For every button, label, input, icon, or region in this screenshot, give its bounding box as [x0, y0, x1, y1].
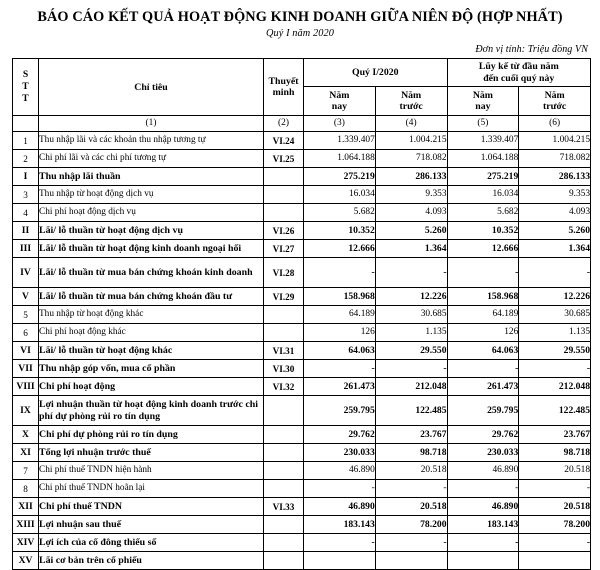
row-quarter-previous: 12.226: [375, 288, 447, 306]
row-accumulated-current: 275.219: [447, 168, 519, 186]
row-accumulated-previous: -: [519, 480, 591, 498]
row-label: Lãi/ lỗ thuần từ hoạt động kinh doanh ngoại hối: [39, 240, 264, 258]
row-label: Thu nhập lãi thuần: [39, 168, 264, 186]
stt-line-1: S: [22, 69, 29, 81]
row-quarter-previous: 78.200: [375, 516, 447, 534]
table-row: [13, 258, 591, 288]
row-index: XII: [13, 498, 39, 516]
row-accumulated-current: 183.143: [447, 516, 519, 534]
row-note-reference: [264, 426, 304, 444]
column-number-stt: [13, 116, 39, 132]
note-header-line-1: Thuyết: [268, 75, 299, 87]
table-row: [13, 288, 591, 306]
table-row: [13, 306, 591, 324]
row-accumulated-previous: 1.135: [519, 324, 591, 342]
column-header-quarter-previous-year: [375, 87, 447, 116]
row-quarter-current: 5.682: [304, 204, 376, 222]
row-accumulated-current: 1.064.188: [447, 150, 519, 168]
column-header-accumulated-current-year: [447, 87, 519, 116]
table-row: [13, 240, 591, 258]
row-index: 1: [13, 132, 39, 150]
row-accumulated-previous: 1.364: [519, 240, 591, 258]
row-quarter-previous: [375, 552, 447, 570]
row-quarter-current: 64.189: [304, 306, 376, 324]
table-row: [13, 498, 591, 516]
row-quarter-previous: -: [375, 258, 447, 288]
row-index: XI: [13, 444, 39, 462]
row-quarter-current: 64.063: [304, 342, 376, 360]
row-label: Chi phí lãi và các chi phí tương tự: [39, 150, 264, 168]
report-period-subtitle: Quý I năm 2020: [265, 28, 335, 40]
column-number-2: (2): [264, 116, 304, 132]
row-quarter-current: 183.143: [304, 516, 376, 534]
row-label: Lãi/ lỗ thuần từ hoạt động khác: [39, 342, 264, 360]
column-header-stt: [13, 59, 39, 116]
row-note-reference: [264, 396, 304, 426]
row-accumulated-previous: -: [519, 534, 591, 552]
row-quarter-previous: 286.133: [375, 168, 447, 186]
table-body: [13, 132, 591, 570]
row-accumulated-previous: 212.048: [519, 378, 591, 396]
row-accumulated-current: 46.890: [447, 462, 519, 480]
row-index: 2: [13, 150, 39, 168]
row-note-reference: [264, 462, 304, 480]
row-accumulated-previous: 78.200: [519, 516, 591, 534]
table-row: [13, 534, 591, 552]
row-index: IX: [13, 396, 39, 426]
accumulated-header-line-1: Lũy kế từ đầu năm: [478, 61, 559, 73]
row-quarter-previous: 5.260: [375, 222, 447, 240]
quarter-previous-line-1: Năm: [401, 89, 422, 101]
row-label: Chi phí hoạt động khác: [39, 324, 264, 342]
row-quarter-previous: 98.718: [375, 444, 447, 462]
row-accumulated-previous: 718.082: [519, 150, 591, 168]
row-accumulated-previous: 9.353: [519, 186, 591, 204]
row-index: IV: [13, 258, 39, 288]
row-quarter-previous: 1.004.215: [375, 132, 447, 150]
row-index: XV: [13, 552, 39, 570]
row-quarter-previous: 20.518: [375, 462, 447, 480]
table-row: [13, 132, 591, 150]
row-note-reference: VI.27: [264, 240, 304, 258]
row-quarter-current: 46.890: [304, 462, 376, 480]
row-quarter-previous: 4.093: [375, 204, 447, 222]
row-label: Chi phí thuế TNDN hiện hành: [39, 462, 264, 480]
report-page: [0, 9, 600, 567]
row-index: XIII: [13, 516, 39, 534]
row-note-reference: [264, 480, 304, 498]
table-row: [13, 480, 591, 498]
row-label: Lợi nhuận thuần từ hoạt động kinh doanh trước chi phí dự phòng rủi ro tín dụng: [39, 396, 264, 426]
row-accumulated-current: -: [447, 480, 519, 498]
row-note-reference: VI.25: [264, 150, 304, 168]
row-accumulated-previous: 12.226: [519, 288, 591, 306]
row-accumulated-current: 158.968: [447, 288, 519, 306]
row-quarter-current: 158.968: [304, 288, 376, 306]
row-note-reference: VI.31: [264, 342, 304, 360]
row-note-reference: VI.29: [264, 288, 304, 306]
accumulated-current-line-1: Năm: [472, 89, 493, 101]
row-label: Thu nhập từ hoạt động khác: [39, 306, 264, 324]
column-number-5: (5): [447, 116, 519, 132]
row-accumulated-current: 64.063: [447, 342, 519, 360]
row-quarter-current: 10.352: [304, 222, 376, 240]
income-statement-table: [12, 58, 591, 570]
column-header-accumulated-previous-year: [519, 87, 591, 116]
row-accumulated-previous: 1.004.215: [519, 132, 591, 150]
row-index: 7: [13, 462, 39, 480]
column-header-quarter-current-year: [304, 87, 376, 116]
quarter-previous-line-2: trước: [399, 101, 423, 113]
row-note-reference: VI.26: [264, 222, 304, 240]
row-index: I: [13, 168, 39, 186]
row-label: Lãi/ lỗ thuần từ mua bán chứng khoán đầu tư: [39, 288, 264, 306]
row-quarter-current: 261.473: [304, 378, 376, 396]
table-row: [13, 150, 591, 168]
table-row: [13, 342, 591, 360]
row-accumulated-current: 10.352: [447, 222, 519, 240]
quarter-current-line-2: nay: [331, 101, 347, 113]
column-number-row: [13, 116, 591, 132]
table-row: [13, 222, 591, 240]
table-header: [13, 59, 591, 132]
row-index: 6: [13, 324, 39, 342]
row-note-reference: [264, 534, 304, 552]
row-accumulated-current: 12.666: [447, 240, 519, 258]
row-index: VII: [13, 360, 39, 378]
accumulated-header-line-2: đến cuối quý này: [483, 72, 555, 84]
row-quarter-previous: 30.685: [375, 306, 447, 324]
row-accumulated-current: 64.189: [447, 306, 519, 324]
row-quarter-previous: -: [375, 480, 447, 498]
row-label: Thu nhập góp vốn, mua cổ phần: [39, 360, 264, 378]
row-quarter-previous: 718.082: [375, 150, 447, 168]
row-accumulated-current: 5.682: [447, 204, 519, 222]
row-quarter-current: -: [304, 258, 376, 288]
row-quarter-current: 12.666: [304, 240, 376, 258]
row-note-reference: [264, 444, 304, 462]
row-note-reference: VI.28: [264, 258, 304, 288]
row-accumulated-previous: -: [519, 360, 591, 378]
row-accumulated-current: 46.890: [447, 498, 519, 516]
row-accumulated-previous: 29.550: [519, 342, 591, 360]
row-note-reference: [264, 552, 304, 570]
row-accumulated-current: 259.795: [447, 396, 519, 426]
row-quarter-current: [304, 552, 376, 570]
row-label: Chi phí dự phòng rủi ro tín dụng: [39, 426, 264, 444]
row-note-reference: [264, 324, 304, 342]
row-accumulated-current: 261.473: [447, 378, 519, 396]
row-quarter-previous: 122.485: [375, 396, 447, 426]
row-accumulated-current: -: [447, 534, 519, 552]
column-number-6: (6): [519, 116, 591, 132]
table-row: [13, 462, 591, 480]
row-accumulated-current: 1.339.407: [447, 132, 519, 150]
row-quarter-current: 275.219: [304, 168, 376, 186]
row-quarter-current: -: [304, 534, 376, 552]
table-row: [13, 396, 591, 426]
row-accumulated-previous: 20.518: [519, 462, 591, 480]
row-label: Lợi nhuận sau thuế: [39, 516, 264, 534]
row-quarter-current: 1.064.188: [304, 150, 376, 168]
row-index: 5: [13, 306, 39, 324]
column-number-3: (3): [304, 116, 376, 132]
row-accumulated-current: -: [447, 360, 519, 378]
row-accumulated-previous: 122.485: [519, 396, 591, 426]
row-accumulated-previous: -: [519, 258, 591, 288]
table-row: [13, 444, 591, 462]
column-header-note: [264, 59, 304, 116]
row-note-reference: VI.30: [264, 360, 304, 378]
row-label: Thu nhập từ hoạt động dịch vụ: [39, 186, 264, 204]
accumulated-previous-line-1: Năm: [544, 89, 565, 101]
row-label: Chi phí hoạt động dịch vụ: [39, 204, 264, 222]
row-quarter-current: 46.890: [304, 498, 376, 516]
row-accumulated-previous: 30.685: [519, 306, 591, 324]
row-accumulated-previous: 23.767: [519, 426, 591, 444]
row-index: 4: [13, 204, 39, 222]
table-row: [13, 360, 591, 378]
row-accumulated-previous: 286.133: [519, 168, 591, 186]
row-index: VI: [13, 342, 39, 360]
table-row: [13, 516, 591, 534]
row-quarter-current: -: [304, 480, 376, 498]
stt-line-3: T: [22, 93, 29, 105]
table-row: [13, 426, 591, 444]
row-index: II: [13, 222, 39, 240]
row-label: Tổng lợi nhuận trước thuế: [39, 444, 264, 462]
group-header-accumulated: [447, 59, 591, 87]
row-quarter-current: -: [304, 360, 376, 378]
accumulated-current-line-2: nay: [475, 101, 491, 113]
accumulated-previous-line-2: trước: [543, 101, 567, 113]
row-index: V: [13, 288, 39, 306]
row-note-reference: VI.24: [264, 132, 304, 150]
row-accumulated-current: [447, 552, 519, 570]
row-accumulated-previous: 98.718: [519, 444, 591, 462]
currency-unit-note: Đơn vị tính: Triệu đồng VN: [475, 44, 588, 56]
row-quarter-current: 16.034: [304, 186, 376, 204]
row-quarter-previous: 20.518: [375, 498, 447, 516]
row-label: Lãi cơ bản trên cổ phiếu: [39, 552, 264, 570]
row-accumulated-current: 126: [447, 324, 519, 342]
page-title: BÁO CÁO KẾT QUẢ HOẠT ĐỘNG KINH DOANH GIỮA NIÊN ĐỘ (HỢP NHẤT): [37, 9, 563, 25]
note-header-line-2: minh: [272, 87, 295, 99]
column-header-indicator: Chỉ tiêu: [39, 59, 264, 116]
table-row: [13, 324, 591, 342]
row-index: 8: [13, 480, 39, 498]
table-row: [13, 204, 591, 222]
stt-line-2: T: [22, 81, 29, 93]
row-note-reference: [264, 516, 304, 534]
row-quarter-current: 1.339.407: [304, 132, 376, 150]
row-label: Chi phí hoạt động: [39, 378, 264, 396]
row-quarter-previous: -: [375, 360, 447, 378]
row-index: III: [13, 240, 39, 258]
row-accumulated-current: 16.034: [447, 186, 519, 204]
row-note-reference: VI.33: [264, 498, 304, 516]
column-number-4: (4): [375, 116, 447, 132]
table-row: [13, 186, 591, 204]
quarter-current-line-1: Năm: [329, 89, 350, 101]
row-quarter-current: 259.795: [304, 396, 376, 426]
row-accumulated-previous: 5.260: [519, 222, 591, 240]
row-note-reference: [264, 204, 304, 222]
row-note-reference: VI.32: [264, 378, 304, 396]
group-header-quarter: Quý I/2020: [304, 59, 448, 87]
row-quarter-previous: -: [375, 534, 447, 552]
row-label: Lãi/ lỗ thuần từ mua bán chứng khoán kinh doanh: [39, 258, 264, 288]
table-row: [13, 552, 591, 570]
row-quarter-current: 126: [304, 324, 376, 342]
row-label: Chi phí thuế TNDN hoãn lại: [39, 480, 264, 498]
row-label: Lãi/ lỗ thuần từ hoạt động dịch vụ: [39, 222, 264, 240]
row-accumulated-current: 29.762: [447, 426, 519, 444]
row-quarter-current: 29.762: [304, 426, 376, 444]
row-quarter-previous: 29.550: [375, 342, 447, 360]
row-index: 3: [13, 186, 39, 204]
row-quarter-previous: 1.364: [375, 240, 447, 258]
row-note-reference: [264, 186, 304, 204]
row-index: VIII: [13, 378, 39, 396]
row-label: Lợi ích của cổ đông thiểu số: [39, 534, 264, 552]
row-quarter-previous: 212.048: [375, 378, 447, 396]
row-accumulated-previous: [519, 552, 591, 570]
row-quarter-previous: 9.353: [375, 186, 447, 204]
row-accumulated-current: 230.033: [447, 444, 519, 462]
row-accumulated-previous: 4.093: [519, 204, 591, 222]
row-label: Thu nhập lãi và các khoản thu nhập tương tự: [39, 132, 264, 150]
row-index: X: [13, 426, 39, 444]
row-note-reference: [264, 168, 304, 186]
row-accumulated-current: -: [447, 258, 519, 288]
row-quarter-previous: 23.767: [375, 426, 447, 444]
row-note-reference: [264, 306, 304, 324]
table-row: [13, 168, 591, 186]
column-number-1: (1): [39, 116, 264, 132]
table-row: [13, 378, 591, 396]
row-label: Chi phí thuế TNDN: [39, 498, 264, 516]
row-index: XIV: [13, 534, 39, 552]
row-quarter-previous: 1.135: [375, 324, 447, 342]
row-quarter-current: 230.033: [304, 444, 376, 462]
row-accumulated-previous: 20.518: [519, 498, 591, 516]
